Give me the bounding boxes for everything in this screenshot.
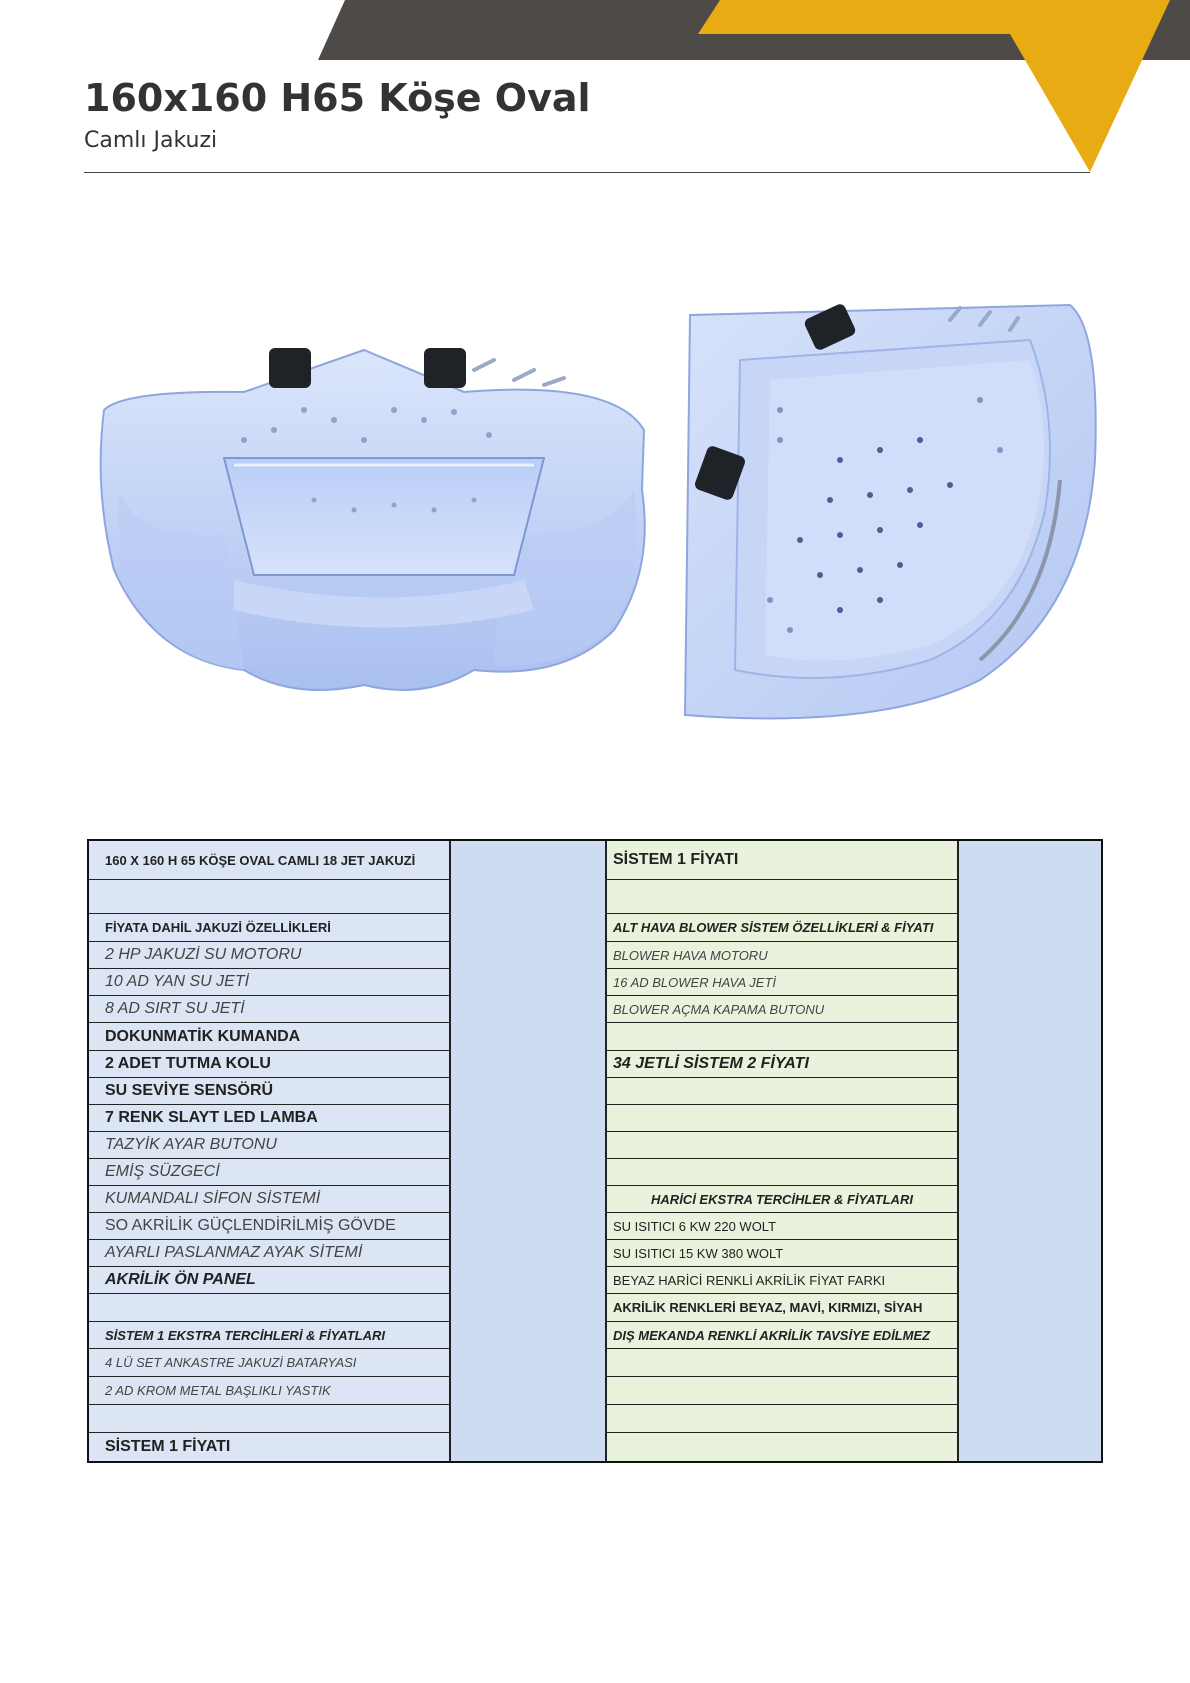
table-row: AKRİLİK RENKLERİ BEYAZ, MAVİ, KIRMIZI, SİYAH	[605, 1294, 959, 1322]
table-row: SU ISITICI 15 KW 380 WOLT	[605, 1240, 959, 1267]
header-divider	[84, 172, 1090, 173]
table-row	[89, 1405, 451, 1433]
table-row: 8 AD SIRT SU JETİ	[89, 996, 451, 1023]
table-row	[605, 1078, 959, 1105]
table-row: AYARLI PASLANMAZ AYAK SİTEMİ	[89, 1240, 451, 1267]
table-row: 7 RENK SLAYT LED LAMBA	[89, 1105, 451, 1132]
table-row	[605, 1105, 959, 1132]
table-row: BEYAZ HARİCİ RENKLİ AKRİLİK FİYAT FARKI	[605, 1267, 959, 1294]
table-row: 10 AD YAN SU JETİ	[89, 969, 451, 996]
jacuzzi-top-view-image	[680, 300, 1100, 730]
table-row	[89, 880, 451, 914]
jacuzzi-front-view-image	[94, 340, 650, 700]
table-row-total: SİSTEM 1 FİYATI	[89, 1433, 451, 1461]
table-row	[605, 1377, 959, 1405]
table-row	[605, 1132, 959, 1159]
table-row	[605, 880, 959, 914]
table-row	[605, 1405, 959, 1433]
table-row: SO AKRİLİK GÜÇLENDİRİLMİŞ GÖVDE	[89, 1213, 451, 1240]
yellow-accent-shape	[698, 0, 1170, 172]
table-row-heading: HARİCİ EKSTRA TERCİHLER & FİYATLARI	[605, 1186, 959, 1213]
table-row: EMİŞ SÜZGECİ	[89, 1159, 451, 1186]
table-row: 16 AD BLOWER HAVA JETİ	[605, 969, 959, 996]
table-row	[605, 1349, 959, 1377]
table-row-heading: ALT HAVA BLOWER SİSTEM ÖZELLİKLERİ & FİYATI	[605, 914, 959, 942]
page-title: 160x160 H65 Köşe Oval	[84, 76, 591, 120]
table-title: 160 X 160 H 65 KÖŞE OVAL CAMLI 18 JET JAKUZİ	[89, 841, 451, 880]
price-column-2	[959, 841, 1101, 1461]
table-row: DIŞ MEKANDA RENKLİ AKRİLİK TAVSİYE EDİLMEZ	[605, 1322, 959, 1349]
spec-table	[87, 839, 1103, 1463]
table-row: DOKUNMATİK KUMANDA	[89, 1023, 451, 1051]
table-row: SU ISITICI 6 KW 220 WOLT	[605, 1213, 959, 1240]
table-row-heading: 34 JETLİ SİSTEM 2 FİYATI	[605, 1051, 959, 1078]
table-row: 2 ADET TUTMA KOLU	[89, 1051, 451, 1078]
table-row	[605, 1433, 959, 1461]
table-row-heading: FİYATA DAHİL JAKUZİ ÖZELLİKLERİ	[89, 914, 451, 942]
table-row: AKRİLİK ÖN PANEL	[89, 1267, 451, 1294]
page-subtitle: Camlı Jakuzi	[84, 128, 218, 153]
table-row: KUMANDALI SİFON SİSTEMİ	[89, 1186, 451, 1213]
table-row: TAZYİK AYAR BUTONU	[89, 1132, 451, 1159]
table-row: BLOWER HAVA MOTORU	[605, 942, 959, 969]
table-row: 2 HP JAKUZİ SU MOTORU	[89, 942, 451, 969]
table-row	[605, 1159, 959, 1186]
price-column-1	[451, 841, 605, 1461]
table-row: BLOWER AÇMA KAPAMA BUTONU	[605, 996, 959, 1023]
table-row: 2 AD KROM METAL BAŞLIKLI YASTIK	[89, 1377, 451, 1405]
table-row-heading: SİSTEM 1 EKSTRA TERCİHLERİ & FİYATLARI	[89, 1322, 451, 1349]
table-row: 4 LÜ SET ANKASTRE JAKUZİ BATARYASI	[89, 1349, 451, 1377]
table-row-heading: SİSTEM 1 FİYATI	[605, 841, 959, 880]
table-row	[605, 1023, 959, 1051]
table-row: SU SEVİYE SENSÖRÜ	[89, 1078, 451, 1105]
table-row	[89, 1294, 451, 1322]
